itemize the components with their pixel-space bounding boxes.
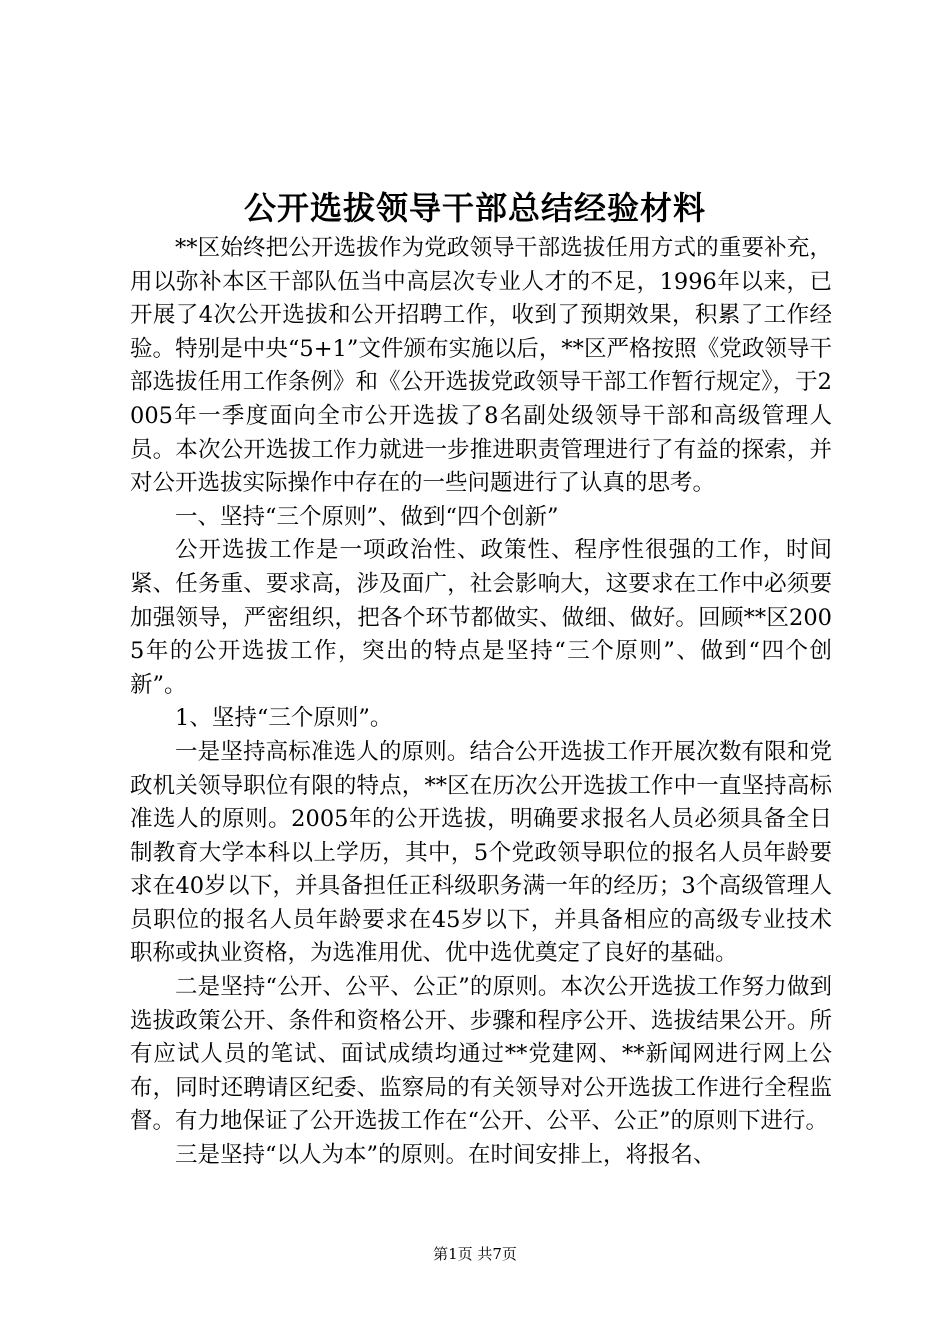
document-title: 公开选拔领导干部总结经验材料 xyxy=(243,189,706,227)
document-body xyxy=(130,232,832,1173)
paragraph-overview: 公开选拔工作是一项政治性、政策性、程序性很强的工作，时间紧、任务重、要求高，涉及面广，社会影响大，这要求在工作中必须要加强领导，严密组织，把各个环节都做实、做细、做好。回顾**区2005年的公开选拔工作，突出的特点是坚持“三个原则”、做到“四个创新”。 xyxy=(130,537,832,698)
section-heading-1: 一、坚持“三个原则”、做到“四个创新” xyxy=(175,503,559,530)
paragraph-principle-1: 一是坚持高标准选人的原则。结合公开选拔工作开展次数有限和党政机关领导职位有限的特点，**区在历次公开选拔工作中一直坚持高标准选人的原则。2005年的公开选拔，明确要求报名人员必须具备全日制教育大学本科以上学历，其中，5个党政领导职位的报名人员年龄要求在40岁以下，并具备担任正科级职务满一年的经历；3个高级管理人员职位的报名人员年龄要求在45岁以下，并具备相应的高级专业技术职称或执业资格，为选准用优、优中选优奠定了良好的基础。 xyxy=(130,738,832,967)
page-number-footer: 第1页 共7页 xyxy=(433,1245,517,1263)
paragraph-principle-3: 三是坚持“以人为本”的原则。在时间安排上，将报名、 xyxy=(175,1142,716,1169)
paragraph-principle-2: 二是坚持“公开、公平、公正”的原则。本次公开选拔工作努力做到选拔政策公开、条件和资格公开、步骤和程序公开、选拔结果公开。所有应试人员的笔试、面试成绩均通过**党建网、**新闻网进行网上公布，同时还聘请区纪委、监察局的有关领导对公开选拔工作进行全程监督。有力地保证了公开选拔工作在“公开、公平、公正”的原则下进行。 xyxy=(130,974,832,1135)
subsection-heading-1: 1、坚持“三个原则”。 xyxy=(175,705,393,732)
paragraph-intro: **区始终把公开选拔作为党政领导干部选拔任用方式的重要补充，用以弥补本区干部队伍当中高层次专业人才的不足，1996年以来，已开展了4次公开选拔和公开招聘工作，收到了预期效果，积累了工作经验。特别是中央“5+1”文件颁布实施以后，**区严格按照《党政领导干部选拔任用工作条例》和《公开选拔党政领导干部工作暂行规定》，于2005年一季度面向全市公开选拔了8名副处级领导干部和高级管理人员。本次公开选拔工作力就进一步推进职责管理进行了有益的探索，并对公开选拔实际操作中存在的一些问题进行了认真的思考。 xyxy=(130,235,832,497)
